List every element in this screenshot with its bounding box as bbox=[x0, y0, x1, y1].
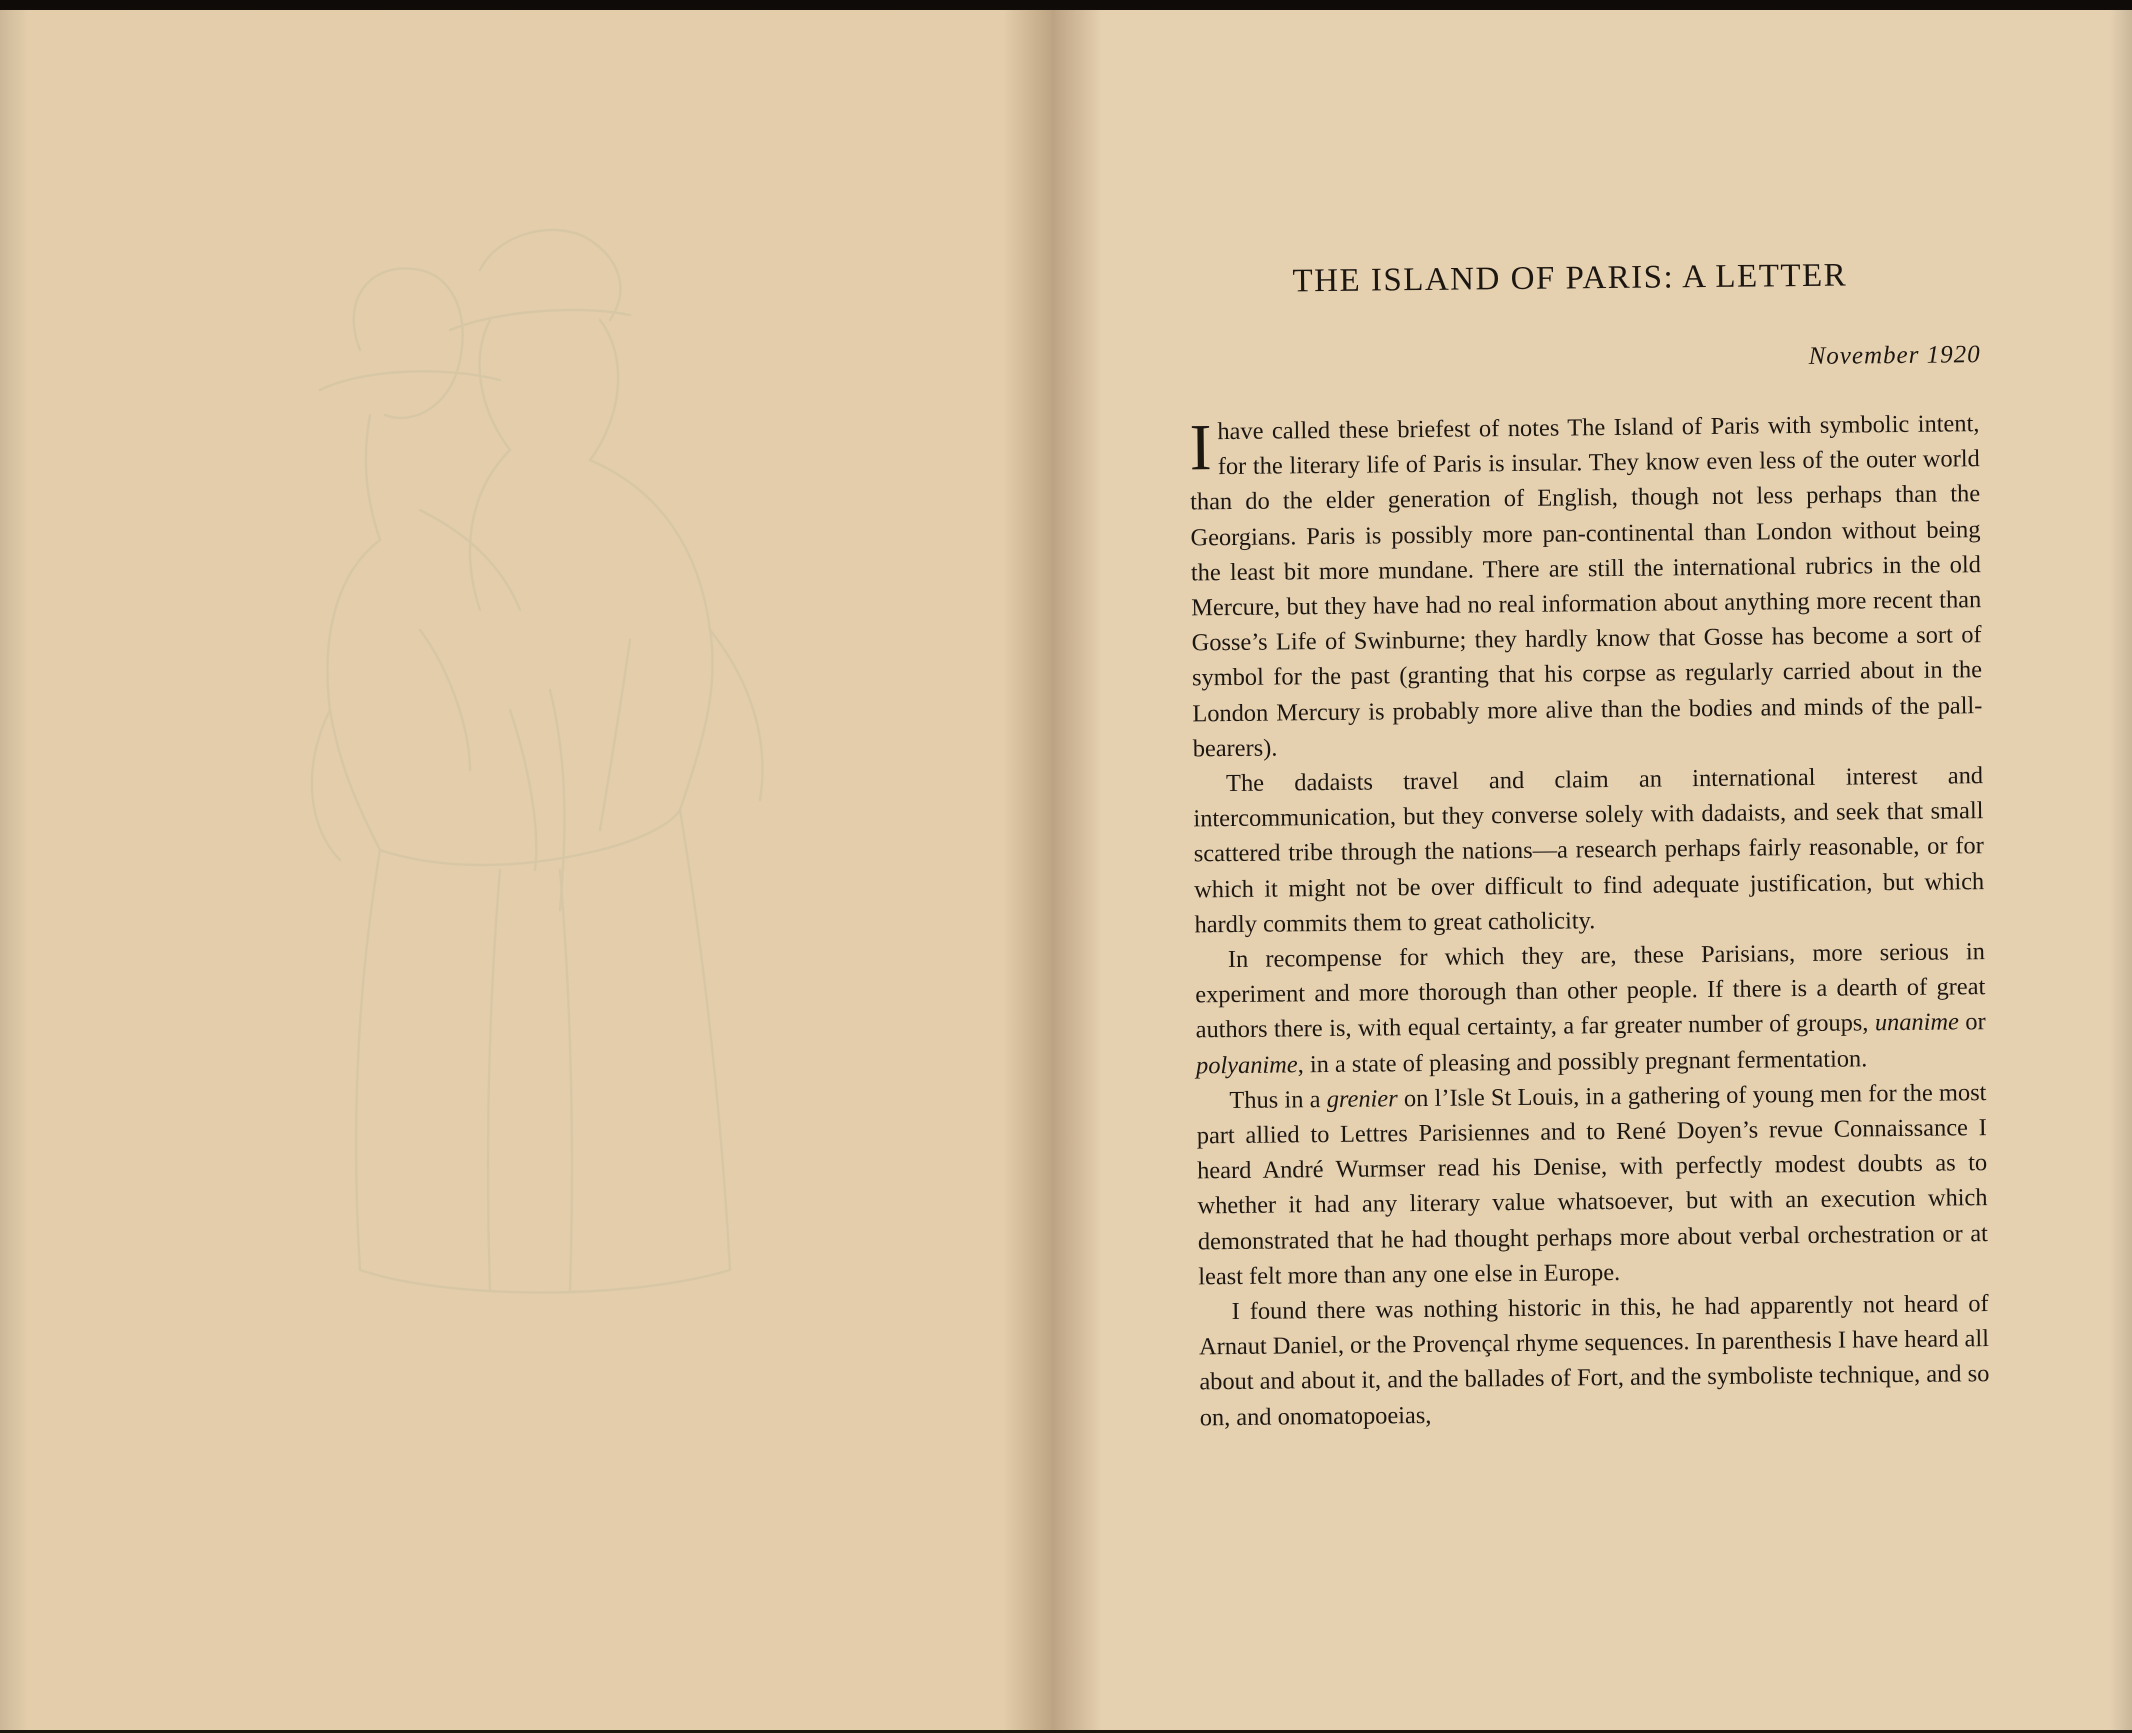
paragraph-text: Thus in a bbox=[1229, 1085, 1327, 1114]
chapter-title: THE ISLAND OF PARIS: A LETTER bbox=[1292, 257, 1848, 300]
paragraph-text: , in a state of pleasing and possibly pregnant fermentation. bbox=[1297, 1045, 1868, 1078]
paragraph-text: The dadaists travel and claim an international interest and intercommunication, but they converse solely with dadaists, and seek that small scattered tribe through the nations—a research perhaps fairly reasonable, or for which it might not be over difficult to find adequate justification, but which hardly commits them to great catholicity. bbox=[1193, 762, 1985, 939]
faint-figure-sketch-illustration bbox=[300, 210, 920, 1390]
body-text bbox=[1189, 406, 1990, 1435]
paragraph bbox=[1196, 1075, 1988, 1294]
paragraph-text: on l’Isle St Louis, in a gathering of young men for the most part allied to Lettres Parisiennes and to René Doyen’s revue Connaissance I heard André Wurmser read his Denise, with perfectly modest doubts as to whether it had any literary value whatsoever, but with an execution which demonstrated that he had thought perhaps more about verbal orchestration or at least felt more than any one else in Europe. bbox=[1196, 1078, 1988, 1291]
paragraph-text: In recompense for which they are, these Parisians, more serious in experiment and more thorough than other people. If there is a dearth of great authors there is, with equal certainty, a far greater number of groups, bbox=[1195, 938, 1986, 1044]
paragraph bbox=[1189, 406, 1983, 766]
paragraph bbox=[1193, 758, 1985, 942]
dateline: November 1920 bbox=[1808, 341, 1981, 370]
paragraph bbox=[1198, 1286, 1989, 1435]
drop-cap: I bbox=[1189, 411, 1212, 485]
paragraph-text: have called these briefest of notes The Island of Paris with symbolic intent, for the literary life of Paris is insular. They know even less of the outer world than do the elder generation of English, though not less perhaps than the Georgians. Paris is possibly more pan-continental than London without being the least bit more mundane. There are still the international rubrics in the old Mercure, but they have had no real information about anything more recent than Gosse’s Life of Swinburne; they hardly know that Gosse has become a sort of symbol for the past (granting that his corpse as regularly carried about in the London Mercury is probably more alive than the bodies and minds of the pall-bearers). bbox=[1190, 410, 1983, 763]
italic-term: grenier bbox=[1326, 1085, 1398, 1113]
italic-term: unanime bbox=[1874, 1008, 1960, 1037]
paragraph-text: or bbox=[1958, 1008, 1986, 1036]
italic-term: polyanime bbox=[1195, 1050, 1298, 1080]
paragraph-text: I found there was nothing historic in this, he had apparently not heard of Arnaut Daniel, or the Provençal rhyme sequences. In parenthesis I have heard all about and about it, and the ballades of Fort, and the symboliste technique, and so on, and onomatopoeias, bbox=[1198, 1290, 1990, 1432]
left-page bbox=[0, 10, 1060, 1730]
right-page bbox=[1052, 10, 2132, 1730]
right-page-content bbox=[1132, 10, 2020, 1730]
paragraph bbox=[1195, 934, 1986, 1083]
